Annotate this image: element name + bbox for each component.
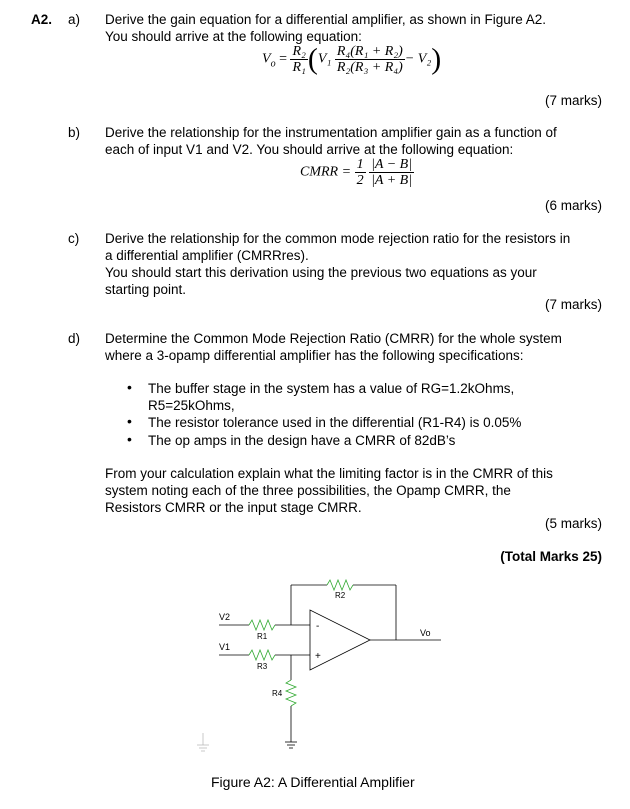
part-c-label: c) bbox=[68, 231, 80, 246]
label-minus: - bbox=[316, 621, 320, 632]
part-c-line2: a differential amplifier (CMRRres). bbox=[105, 248, 309, 263]
r2-resistor bbox=[327, 580, 353, 590]
part-d-para1: From your calculation explain what the limiting factor is in the CMRR of this bbox=[105, 466, 553, 481]
gain-eq-sign: = bbox=[279, 51, 287, 67]
part-d-line1: Determine the Common Mode Rejection Ratio (CMRR) for the whole system bbox=[105, 331, 562, 346]
faint-ground-icon bbox=[197, 733, 209, 751]
part-a-line2: You should arrive at the following equation: bbox=[105, 29, 362, 44]
part-c-marks: (7 marks) bbox=[545, 297, 602, 312]
gain-k-den: R₁ bbox=[292, 60, 306, 75]
part-d-para2: system noting each of the three possibilities, the Opamp CMRR, the bbox=[105, 483, 511, 498]
r3-resistor bbox=[249, 650, 275, 660]
part-b-label: b) bbox=[68, 125, 81, 140]
part-a-line1: Derive the gain equation for a differential amplifier, as shown in Figure A2. bbox=[105, 12, 547, 27]
label-r1: R1 bbox=[257, 632, 268, 641]
part-d-para3: Resistors CMRR or the input stage CMRR. bbox=[105, 500, 362, 515]
label-r2: R2 bbox=[335, 591, 346, 600]
part-b-line2: each of input V1 and V2. You should arrive at the following equation: bbox=[105, 142, 514, 157]
part-d-label: d) bbox=[68, 331, 81, 346]
cmrr-a-den: |A + B| bbox=[371, 173, 413, 188]
total-marks: (Total Marks 25) bbox=[500, 549, 602, 564]
gain-f-den: R₂(R₃ + R₄) bbox=[336, 60, 403, 75]
gain-k-num: R₂ bbox=[292, 44, 306, 59]
cmrr-c-num: 1 bbox=[356, 157, 364, 172]
label-r4: R4 bbox=[272, 689, 283, 698]
figure-caption: Figure A2: A Differential Amplifier bbox=[211, 774, 415, 790]
label-plus: + bbox=[315, 651, 321, 662]
gain-f-num: R₄(R₁ + R₂) bbox=[336, 44, 403, 59]
gain-lhs-sub: o bbox=[270, 58, 276, 70]
label-v2: V2 bbox=[219, 612, 231, 622]
bullet-dot: • bbox=[127, 413, 132, 429]
part-c-line1: Derive the relationship for the common mode rejection ratio for the resistors in bbox=[105, 231, 571, 246]
bullet-1-line1: The buffer stage in the system has a value of RG=1.2kOhms, bbox=[148, 381, 515, 396]
bullet-dot: • bbox=[127, 431, 132, 447]
gain-lhs: V bbox=[262, 51, 271, 67]
part-d-line2: where a 3-opamp differential amplifier has the following specifications: bbox=[105, 348, 524, 363]
part-d-marks: (5 marks) bbox=[545, 516, 602, 531]
r1-resistor bbox=[249, 620, 275, 630]
bullet-3: The op amps in the design have a CMRR of 82dB’s bbox=[148, 433, 456, 448]
part-a-marks: (7 marks) bbox=[545, 93, 602, 108]
label-vo: Vo bbox=[420, 628, 431, 638]
close-paren: ) bbox=[431, 42, 442, 76]
part-b-marks: (6 marks) bbox=[545, 198, 602, 213]
part-c-line3: You should start this derivation using the previous two equations as your bbox=[105, 265, 537, 280]
cmrr-lhs: CMRR = bbox=[300, 164, 352, 180]
gain-v1: V₁ bbox=[317, 51, 332, 67]
bullet-dot: • bbox=[127, 379, 132, 395]
part-a-label: a) bbox=[68, 12, 81, 27]
cmrr-a-num: |A − B| bbox=[371, 157, 413, 172]
part-c-line4: starting point. bbox=[105, 282, 187, 297]
label-r3: R3 bbox=[257, 662, 268, 671]
question-number: A2. bbox=[31, 12, 53, 27]
r4-resistor bbox=[286, 680, 296, 706]
label-v1: V1 bbox=[219, 642, 231, 652]
bullet-1-line2: R5=25kOhms, bbox=[148, 398, 235, 413]
cmrr-c-den: 2 bbox=[356, 173, 364, 188]
gain-tail: − V₂ bbox=[404, 51, 432, 67]
bullet-2: The resistor tolerance used in the differential (R1-R4) is 0.05% bbox=[148, 415, 522, 430]
open-paren: ( bbox=[307, 42, 318, 76]
part-b-line1: Derive the relationship for the instrumentation amplifier gain as a function of bbox=[105, 125, 557, 140]
